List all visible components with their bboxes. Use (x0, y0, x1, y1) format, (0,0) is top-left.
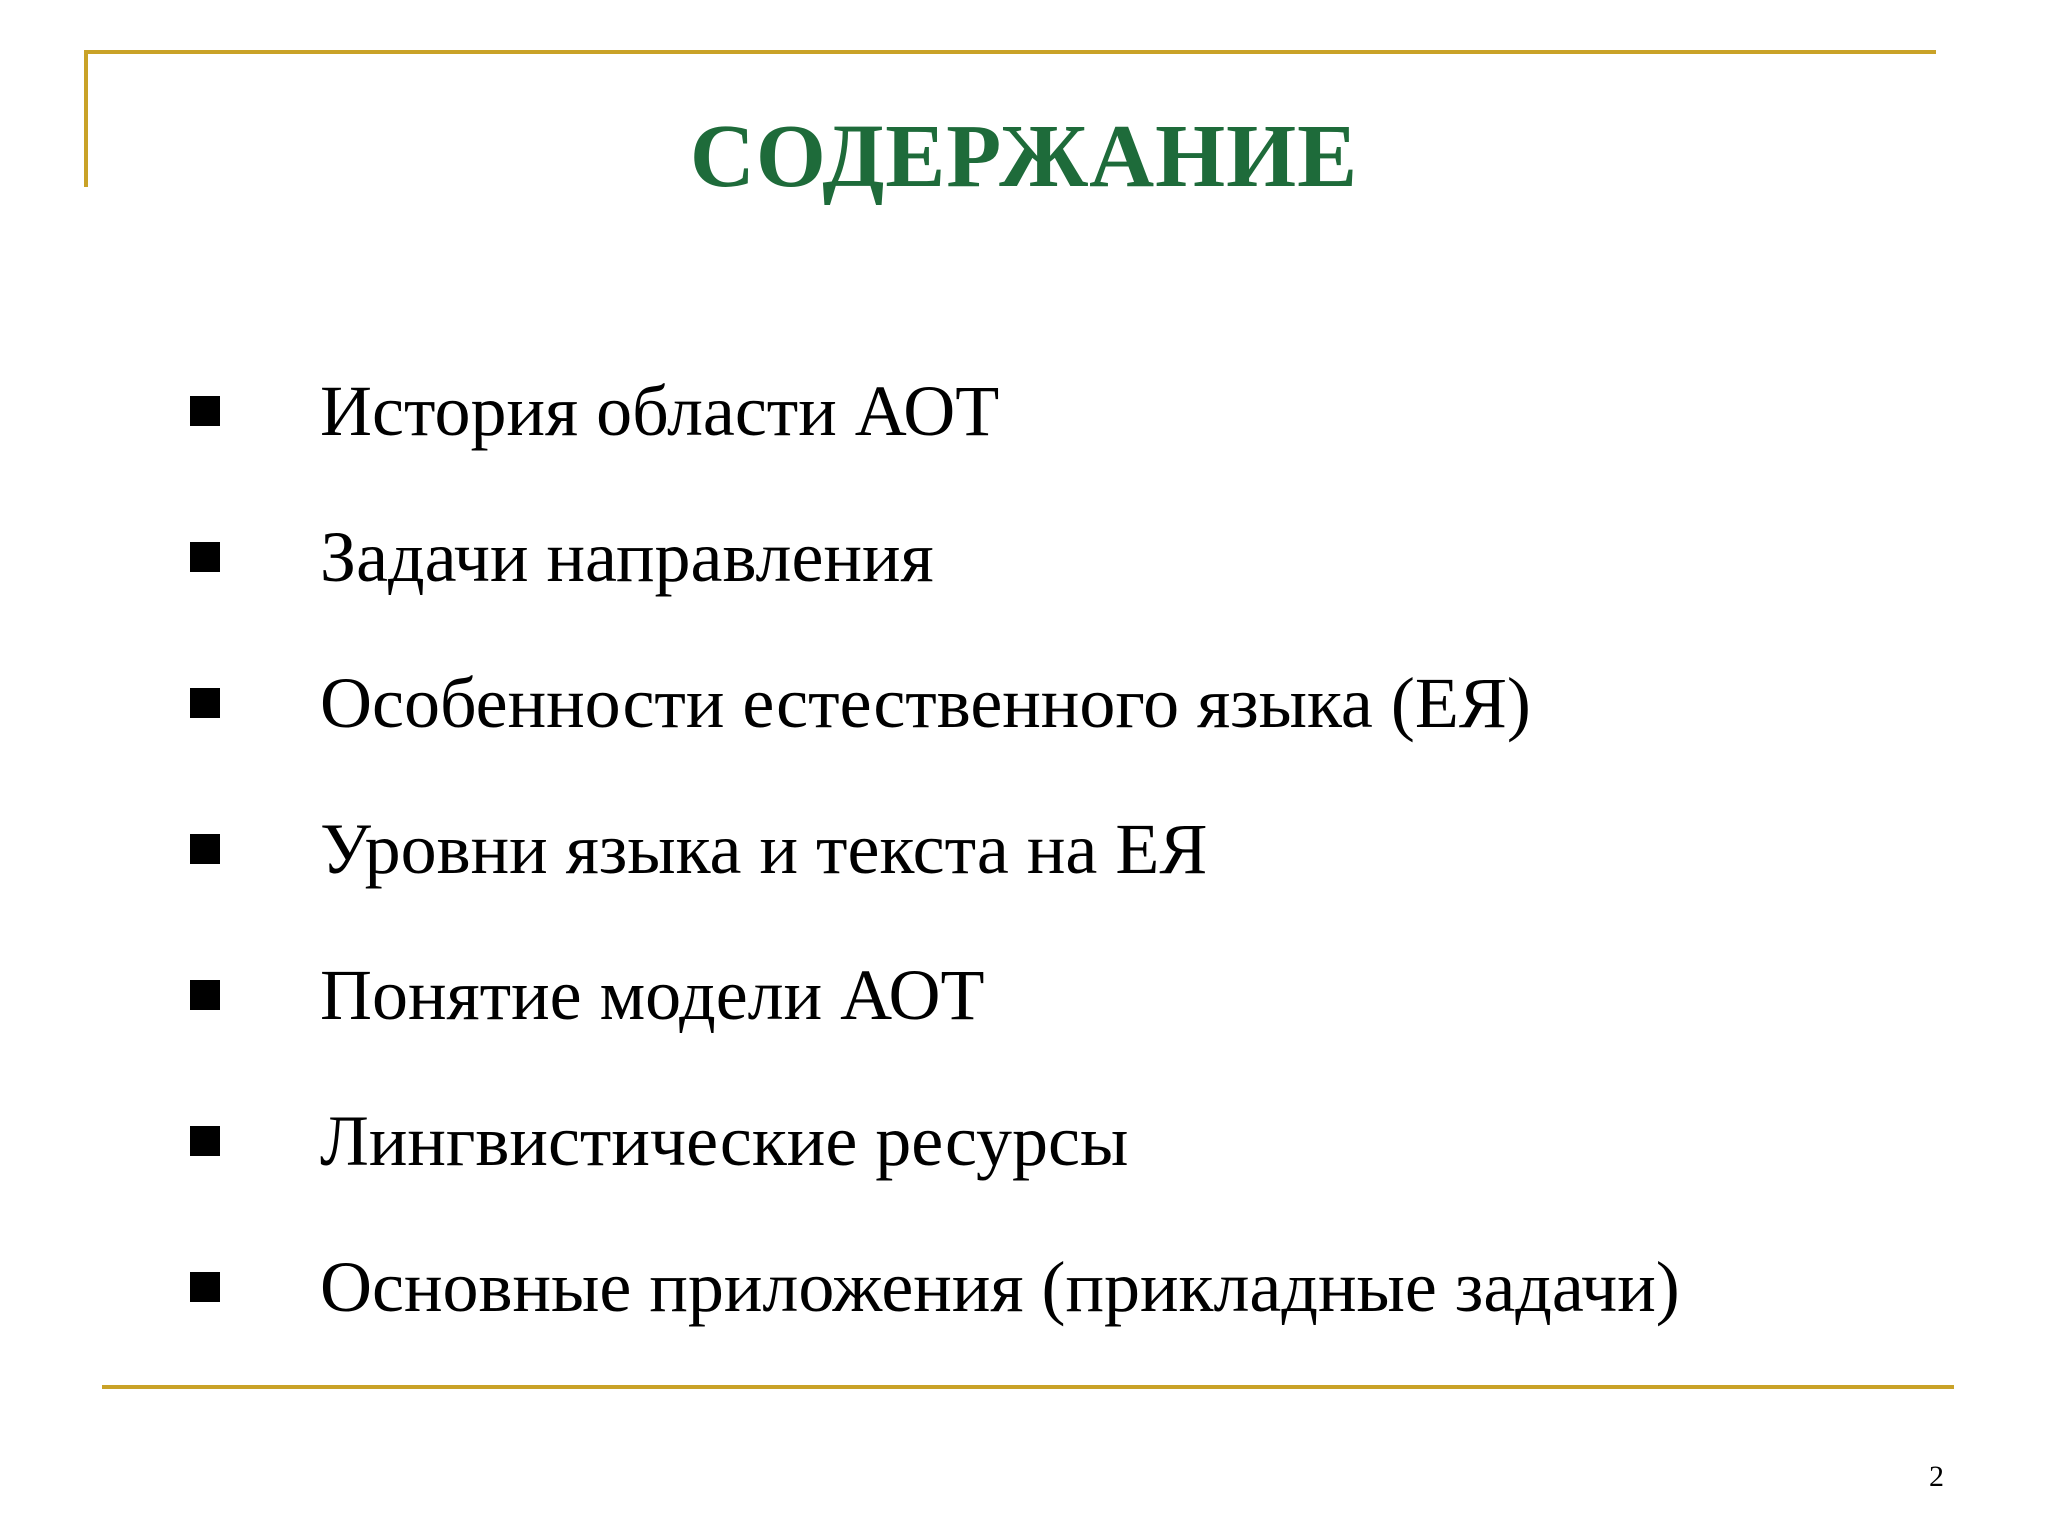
black-square-icon (190, 980, 220, 1010)
list-item-label: Уровни языка и текста на ЕЯ (320, 809, 1208, 889)
black-square-icon (190, 688, 220, 718)
list-item (190, 630, 1680, 776)
black-square-icon (190, 1126, 220, 1156)
list-item (190, 484, 1680, 630)
list-item-label: Понятие модели АОТ (320, 955, 985, 1035)
list-item-label: Особенности естественного языка (ЕЯ) (320, 663, 1531, 743)
black-square-icon (190, 542, 220, 572)
slide-title: СОДЕРЖАНИЕ (689, 107, 1359, 206)
list-item (190, 1214, 1680, 1360)
list-item-label: Лингвистические ресурсы (320, 1101, 1129, 1181)
list-item (190, 776, 1680, 922)
contents-list (190, 338, 1680, 1360)
page-number: 2 (1929, 1460, 1944, 1493)
black-square-icon (190, 396, 220, 426)
list-item-label: История области АОТ (320, 371, 1000, 451)
list-item-label: Основные приложения (прикладные задачи) (320, 1247, 1680, 1327)
list-item (190, 922, 1680, 1068)
list-item (190, 338, 1680, 484)
list-item-label: Задачи направления (320, 517, 934, 597)
black-square-icon (190, 1272, 220, 1302)
bottom-rule (102, 1385, 1954, 1389)
black-square-icon (190, 834, 220, 864)
list-item (190, 1068, 1680, 1214)
top-rule (84, 50, 1936, 54)
